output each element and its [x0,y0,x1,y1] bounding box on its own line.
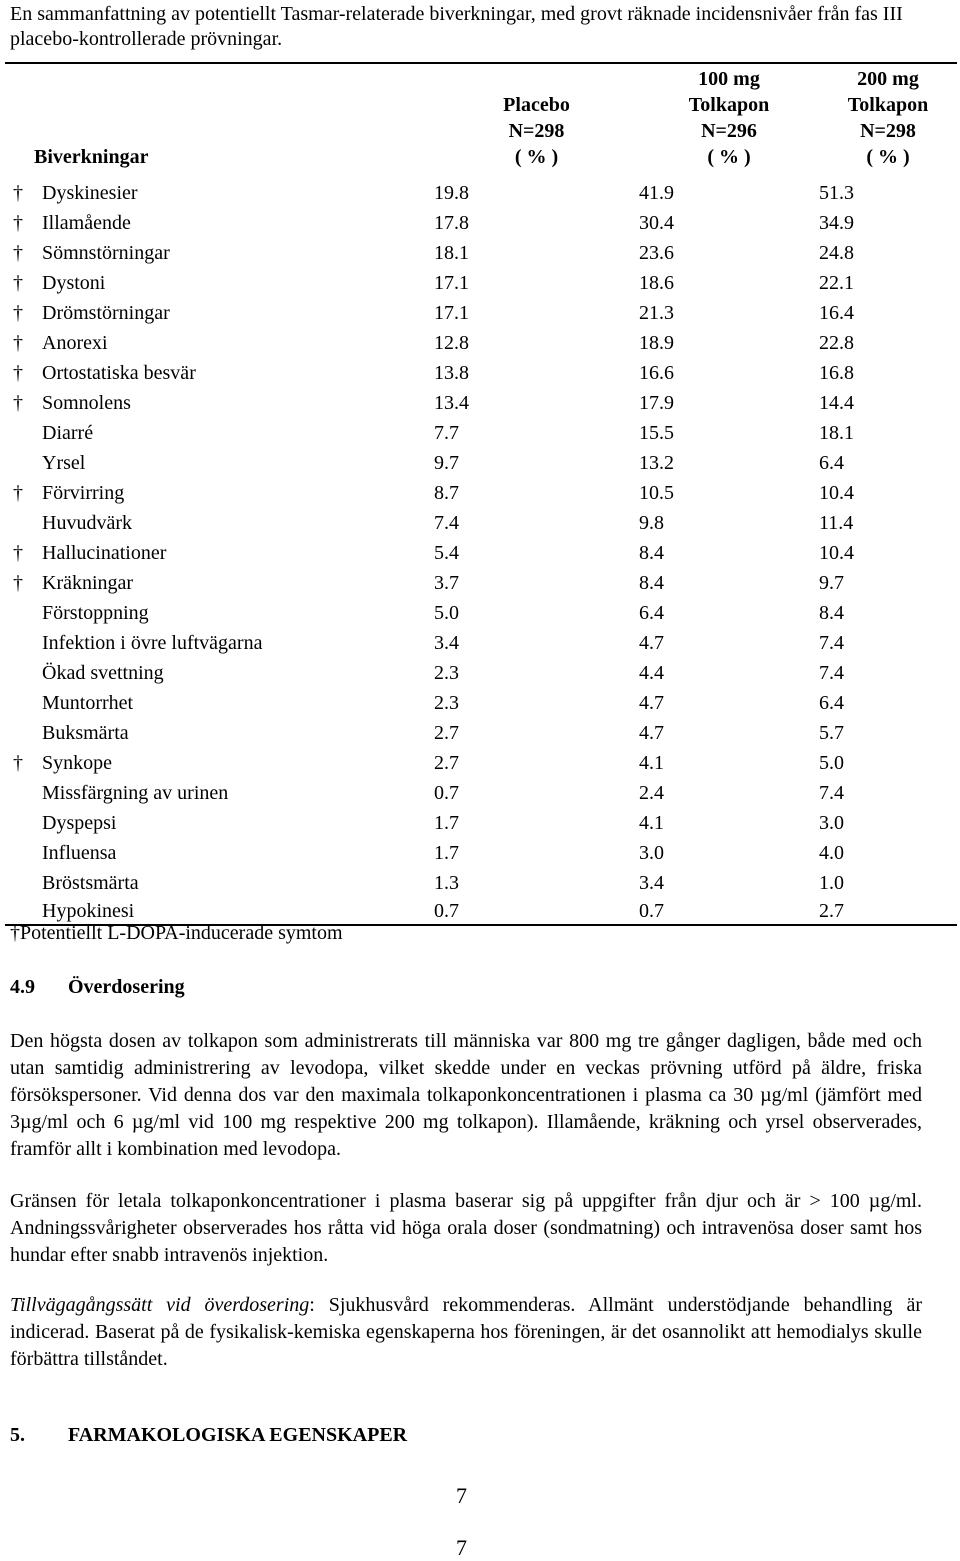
table-row [5,628,957,658]
header-tolkapon-100: 100 mg Tolkapon N=296 ( % ) [688,68,770,168]
adverse-event-name: Synkope [42,752,112,774]
tolkapon-100-value: 3.0 [639,842,664,864]
dagger-mark [5,448,42,478]
section-number: 4.9 [10,976,35,998]
table-row [5,238,957,268]
tolkapon-200-value: 5.7 [819,722,844,744]
tolkapon-200-value: 18.1 [819,422,854,444]
table-row [5,298,957,328]
adverse-event-name: Diarré [42,422,94,444]
tolkapon-200-value: 9.7 [819,572,844,594]
placebo-value: 3.4 [434,632,459,654]
adverse-event-name: Muntorrhet [42,692,134,714]
placebo-value: 0.7 [434,898,639,925]
dagger-mark [5,658,42,688]
placebo-value: 17.8 [434,212,469,234]
management-text: : Sjukhusvård rekommenderas. Allmänt understödjande behandling är indicerad. Baserat på de fysikalisk-kemiska egenskaperna hos föreningen, är det osannolikt att hemodialys skulle förbättra tillståndet. [10,1294,922,1370]
dagger-mark: † [13,332,23,354]
tolkapon-100-value: 2.4 [639,782,664,804]
table-row [5,568,957,598]
adverse-event-name: Ortostatiska besvär [42,362,196,384]
adverse-event-name: Anorexi [42,332,108,354]
section-title: Överdosering [68,976,185,998]
tolkapon-100-value: 23.6 [639,242,674,264]
adverse-event-name: Illamående [42,212,131,234]
header-tolkapon-200: 200 mg Tolkapon N=298 ( % ) [847,68,929,168]
adverse-event-name: Yrsel [42,452,86,474]
adverse-event-name: Drömstörningar [42,302,170,324]
header-placebo: Placebo N=298 ( % ) [503,94,570,168]
placebo-value: 2.3 [434,692,459,714]
page-number: 7 [456,1483,467,1508]
tolkapon-200-value: 10.4 [819,542,854,564]
dagger-mark [5,778,42,808]
table-row [5,478,957,508]
table-row [5,418,957,448]
tolkapon-200-value: 5.0 [819,752,844,774]
placebo-value: 2.3 [434,662,459,684]
dagger-mark [5,628,42,658]
adverse-event-name: Dyskinesier [42,182,138,204]
placebo-value: 0.7 [434,782,459,804]
table-row [5,868,957,898]
placebo-value: 2.7 [434,722,459,744]
tolkapon-100-value: 10.5 [639,482,674,504]
tolkapon-100-value: 8.4 [639,572,664,594]
dagger-mark: † [13,752,23,774]
placebo-value: 2.7 [434,752,459,774]
placebo-value: 17.1 [434,272,469,294]
dagger-mark: † [13,302,23,324]
tolkapon-200-value: 3.0 [819,812,844,834]
table-header-row [5,63,957,178]
table-row [5,718,957,748]
table-row [5,268,957,298]
tolkapon-100-value: 4.1 [639,812,664,834]
dagger-mark [5,598,42,628]
adverse-event-name: Infektion i övre luftvägarna [42,632,263,654]
adverse-event-name: Dyspepsi [42,812,117,834]
intro-text: En sammanfattning av potentiellt Tasmar-relaterade biverkningar, med grovt räknade incidensnivåer från fas III placebo-kontrollerade prövningar. [10,3,903,50]
tolkapon-200-value: 16.4 [819,302,854,324]
tolkapon-200-value: 10.4 [819,482,854,504]
dagger-mark [5,688,42,718]
tolkapon-200-value: 7.4 [819,662,844,684]
placebo-value: 17.1 [434,302,469,324]
dagger-mark [5,718,42,748]
table-row [5,178,957,208]
placebo-value: 18.1 [434,242,469,264]
table-row [5,688,957,718]
tolkapon-100-value: 4.1 [639,752,664,774]
dagger-mark [5,868,42,898]
table-row [5,448,957,478]
placebo-value: 3.7 [434,572,459,594]
tolkapon-200-value: 16.8 [819,362,854,384]
dagger-mark: † [13,362,23,384]
table-row [5,388,957,418]
adverse-event-name: Hallucinationer [42,542,167,564]
table-row [5,538,957,568]
tolkapon-100-value: 13.2 [639,452,674,474]
tolkapon-100-value: 15.5 [639,422,674,444]
tolkapon-200-value: 6.4 [819,692,844,714]
placebo-value: 19.8 [434,182,469,204]
dagger-mark [5,508,42,538]
tolkapon-100-value: 6.4 [639,602,664,624]
placebo-value: 5.4 [434,542,459,564]
placebo-value: 13.8 [434,362,469,384]
adverse-event-name: Influensa [42,842,117,864]
tolkapon-100-value: 30.4 [639,212,674,234]
dagger-mark [5,808,42,838]
placebo-value: 5.0 [434,602,459,624]
tolkapon-100-value: 41.9 [639,182,674,204]
tolkapon-100-value: 17.9 [639,392,674,414]
tolkapon-100-value: 9.8 [639,512,664,534]
overdose-paragraph-3 [10,1292,922,1373]
tolkapon-200-value: 51.3 [819,182,854,204]
table-row [5,508,957,538]
adverse-event-name: Kräkningar [42,572,134,594]
tolkapon-200-value: 11.4 [819,512,854,534]
section-5-heading [10,1424,407,1447]
placebo-value: 9.7 [434,452,459,474]
page-number: 7 [456,1535,467,1560]
overdose-paragraph-2: Gränsen för letala tolkaponkoncentrationer i plasma baserar sig på uppgifter från djur och är > 100 µg/ml. Andningssvårigheter observerades hos råtta vid höga orala doser (sondmatning) och intravenösa doser samt hos hundar efter snabb intravenös injektion. [10,1190,922,1266]
adverse-events-table [5,62,957,926]
adverse-event-name: Huvudvärk [42,512,132,534]
tolkapon-200-value: 22.1 [819,272,854,294]
tolkapon-200-value: 34.9 [819,212,854,234]
dagger-mark: † [13,182,23,204]
tolkapon-100-value: 4.7 [639,722,664,744]
tolkapon-200-value: 1.0 [819,872,844,894]
table-footnote: †Potentiellt L-DOPA-inducerade symtom [10,922,343,944]
tolkapon-200-value: 6.4 [819,452,844,474]
tolkapon-200-value: 7.4 [819,632,844,654]
table-row [5,778,957,808]
tolkapon-200-value: 8.4 [819,602,844,624]
tolkapon-100-value: 8.4 [639,542,664,564]
adverse-event-name: Sömnstörningar [42,242,170,264]
dagger-mark: † [13,212,23,234]
table-body [5,178,957,925]
table-row [5,658,957,688]
placebo-value: 1.7 [434,842,459,864]
adverse-event-name: Somnolens [42,392,131,414]
dagger-mark: † [13,542,23,564]
table-row [5,898,957,925]
dagger-mark [5,898,42,925]
overdose-paragraph-1: Den högsta dosen av tolkapon som administrerats till människa var 800 mg tre gånger dagligen, både med och utan samtidig administrering av levodopa, vilket skedde under en veckas prövning utförd på äldre, friska försökspersoner. Vid denna dos var den maximala tolkaponkoncentrationen i plasma ca 30 µg/ml (jämfört med 3µg/ml och 6 µg/ml vid 100 mg respektive 200 mg tolkapon). Illamående, kräkning och yrsel observerades, framför allt i kombination med levodopa. [10,1030,922,1160]
tolkapon-200-value: 7.4 [819,782,844,804]
adverse-event-name: Förstoppning [42,602,149,624]
section-4-9-heading [10,976,185,999]
placebo-value: 7.7 [434,422,459,444]
tolkapon-100-value: 4.7 [639,692,664,714]
adverse-event-name: Hypokinesi [42,898,434,925]
dagger-mark: † [13,272,23,294]
dagger-mark: † [13,242,23,264]
tolkapon-200-value: 24.8 [819,242,854,264]
section-number: 5. [10,1424,25,1446]
adverse-event-name: Dystoni [42,272,106,294]
placebo-value: 8.7 [434,482,459,504]
tolkapon-200-value: 22.8 [819,332,854,354]
placebo-value: 7.4 [434,512,459,534]
table-row [5,208,957,238]
tolkapon-100-value: 18.9 [639,332,674,354]
tolkapon-200-value: 4.0 [819,842,844,864]
adverse-event-name: Missfärgning av urinen [42,782,229,804]
adverse-event-name: Buksmärta [42,722,129,744]
placebo-value: 12.8 [434,332,469,354]
table-row [5,808,957,838]
placebo-value: 13.4 [434,392,469,414]
adverse-event-name: Förvirring [42,482,125,504]
adverse-event-name: Bröstsmärta [42,872,139,894]
table-row [5,328,957,358]
placebo-value: 1.3 [434,872,459,894]
placebo-value: 1.7 [434,812,459,834]
table-row [5,838,957,868]
tolkapon-100-value: 16.6 [639,362,674,384]
header-biverkningar: Biverkningar [34,146,149,168]
tolkapon-200-value: 2.7 [819,898,957,925]
table-row [5,748,957,778]
dagger-mark [5,838,42,868]
tolkapon-200-value: 14.4 [819,392,854,414]
table-row [5,358,957,388]
tolkapon-100-value: 21.3 [639,302,674,324]
tolkapon-100-value: 18.6 [639,272,674,294]
dagger-mark: † [13,572,23,594]
adverse-event-name: Ökad svettning [42,662,164,684]
section-title: FARMAKOLOGISKA EGENSKAPER [68,1424,408,1446]
tolkapon-100-value: 4.7 [639,632,664,654]
table-row [5,598,957,628]
dagger-mark: † [13,482,23,504]
tolkapon-100-value: 3.4 [639,872,664,894]
tolkapon-100-value: 4.4 [639,662,664,684]
tolkapon-100-value: 0.7 [639,898,819,925]
management-label: Tillvägagångssätt vid överdosering [10,1294,310,1316]
dagger-mark: † [13,392,23,414]
dagger-mark [5,418,42,448]
